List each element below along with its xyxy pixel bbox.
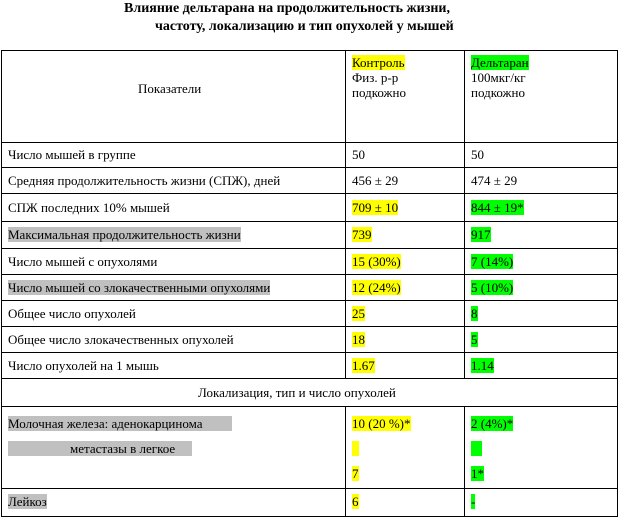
row-label: Число мышей в группе [8,147,136,162]
row-control-value: 456 ± 29 [352,173,399,188]
row-label: Число мышей со злокачественными опухолями [8,280,271,295]
row-divider [2,406,617,407]
row-divider [2,326,617,327]
row-divider [2,142,617,143]
leukosis-label: Лейкоз [8,494,47,509]
row-label: Общее число злокачественных опухолей [8,332,234,347]
title-line-2: частоту, локализацию и тип опухолей у мышей [155,19,454,34]
row-label: Средняя продолжительность жизни (СПЖ), дней [8,173,281,188]
row-control-value: 18 [352,332,365,347]
row-control-value: 25 [352,306,365,321]
metastasis-deltaran-value: 1* [471,466,484,481]
header-indicators: Показатели [138,81,202,96]
row-divider [2,300,617,301]
column-divider [345,51,346,378]
row-divider [2,167,617,168]
row-label: Общее число опухолей [8,306,136,321]
row-deltaran-value: 50 [471,147,484,162]
mammary-control-value: 10 (20 %)* [352,416,411,431]
deltaran-highlight-blank [471,441,482,456]
row-deltaran-value: 5 (10%) [471,280,514,295]
row-control-value: 12 (24%) [352,280,401,295]
row-divider [2,248,617,249]
row-label: Число опухолей на 1 мышь [8,358,159,373]
row-divider [2,274,617,275]
row-divider [2,193,617,194]
row-control-value: 50 [352,147,365,162]
header-deltaran-3: подкожно [471,85,525,100]
leukosis-control-value: 6 [352,494,359,509]
header-control-3: подкожно [352,85,406,100]
row-control-value: 739 [352,227,372,242]
title-line-1: Влияние дельтарана на продолжительность жизни, [124,1,450,16]
mammary-label: Молочная железа: аденокарцинома [8,416,232,431]
column-divider [345,406,346,517]
row-label: Число мышей с опухолями [8,254,158,269]
row-deltaran-value: 474 ± 29 [471,173,518,188]
row-divider [2,378,617,379]
data-table [1,50,618,517]
header-control-1: Контроль [352,55,405,70]
metastasis-label: метастазы в легкое [8,441,192,456]
row-divider [2,352,617,353]
row-label: СПЖ последних 10% мышей [8,200,170,215]
row-divider [2,488,617,489]
row-label: Максимальная продолжительность жизни [8,227,241,242]
row-control-value: 709 ± 10 [352,200,399,215]
column-divider [464,51,465,378]
metastasis-control-value: 7 [352,466,359,481]
row-divider [2,221,617,222]
row-control-value: 15 (30%) [352,254,401,269]
row-deltaran-value: 1.14 [471,358,494,373]
header-deltaran-2: 100мкг/кг [471,70,526,85]
row-deltaran-value: 917 [471,227,491,242]
column-divider [464,406,465,517]
row-deltaran-value: 5 [471,332,478,347]
row-deltaran-value: 844 ± 19* [471,200,524,215]
header-control-2: Физ. р-р [352,70,399,85]
row-deltaran-value: 7 (14%) [471,254,514,269]
row-deltaran-value: 8 [471,306,478,321]
section-heading: Локализация, тип и число опухолей [198,385,396,400]
row-control-value: 1.67 [352,358,375,373]
leukosis-deltaran-value: - [471,494,476,509]
mammary-deltaran-value: 2 (4%)* [471,416,514,431]
control-highlight-blank [352,441,359,456]
header-deltaran-1: Дельтаран [471,55,529,70]
